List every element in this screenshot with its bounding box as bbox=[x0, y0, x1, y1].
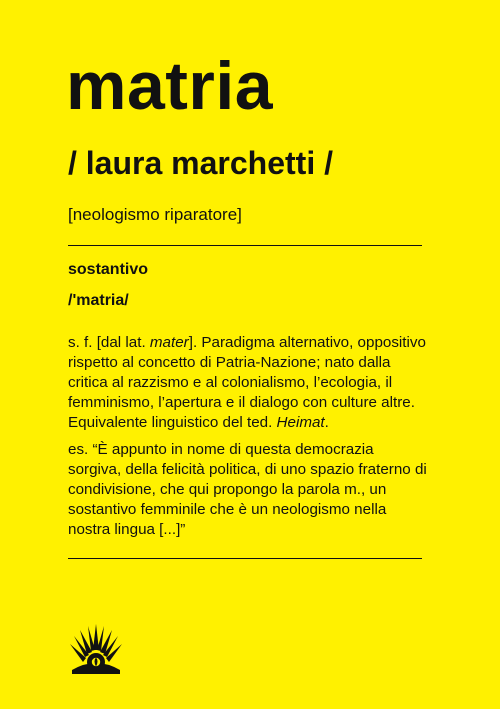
book-title: matria bbox=[66, 48, 274, 124]
book-author: / laura marchetti / bbox=[68, 145, 333, 181]
definition-prefix: s. f. [dal lat. bbox=[68, 334, 150, 351]
sun-burst-icon bbox=[68, 620, 124, 674]
bottom-divider bbox=[68, 558, 422, 559]
definition-suffix: . bbox=[324, 414, 329, 431]
example-text: es. “È appunto in nome di questa democrazia sorgiva, della felicità politica, di uno spazio fraterno di condivisione, che qui propongo la parola m., un sostantivo femminile che è un neologismo nella nostra lingua [...]” bbox=[68, 441, 427, 538]
definition-german-term: Heimat bbox=[276, 414, 325, 431]
pronunciation: /'matria/ bbox=[68, 292, 129, 309]
book-subtitle: [neologismo riparatore] bbox=[68, 205, 242, 224]
definition-body: ]. Paradigma alternativo, oppositivo rispetto al concetto di Patria-Nazione; nato dalla critica al razzismo e al colonialismo, l’ecologia, il femminismo, l’apertura e il dialogo con culture altre. Equivalente linguistico del ted. bbox=[68, 334, 426, 431]
definition-latin-term: mater bbox=[149, 334, 189, 351]
definition-text bbox=[68, 333, 428, 433]
part-of-speech: sostantivo bbox=[68, 261, 149, 278]
top-divider bbox=[68, 245, 422, 246]
